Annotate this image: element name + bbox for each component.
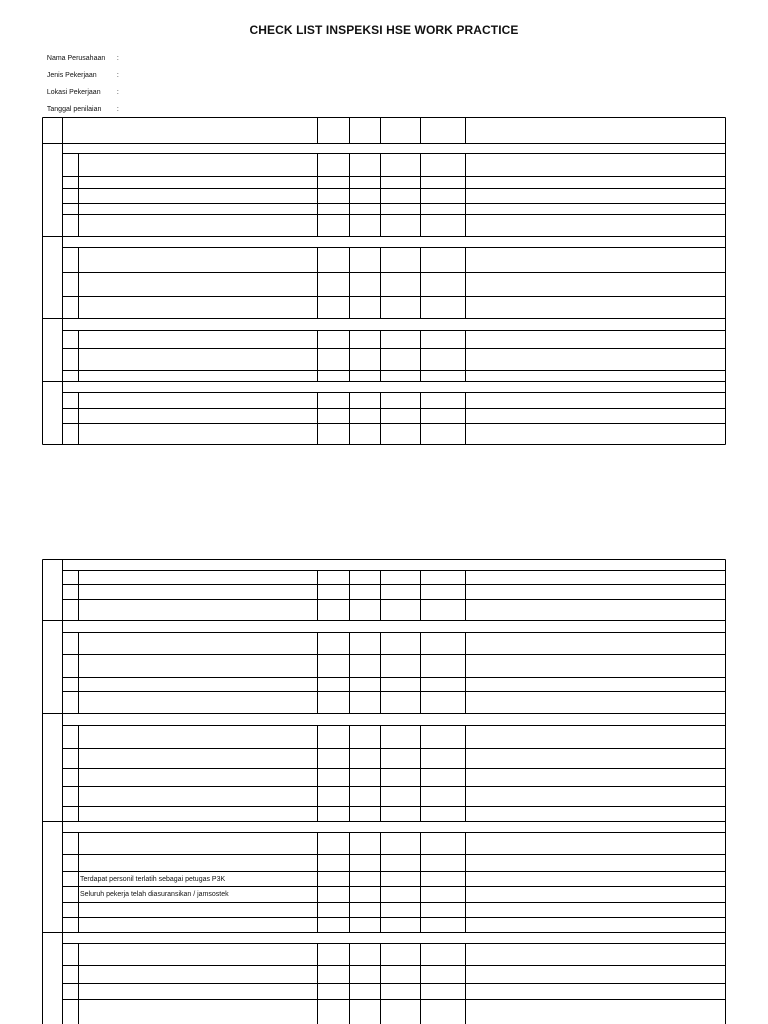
field-separator: : [116, 89, 119, 96]
field-separator: : [116, 72, 119, 79]
checklist-item-asuransi: Seluruh pekerja telah diasuransikan / jamsostek [80, 891, 229, 898]
document-title: CHECK LIST INSPEKSI HSE WORK PRACTICE [249, 23, 519, 37]
field-label: Lokasi Pekerjaan [46, 89, 101, 96]
checklist-item-p3k: Terdapat personil terlatih sebagai petugas P3K [80, 876, 226, 883]
field-separator: : [116, 106, 119, 113]
field-label: Nama Perusahaan [46, 55, 106, 62]
field-separator: : [116, 55, 119, 62]
field-label: Tanggal penilaian [46, 106, 102, 113]
field-label: Jenis Pekerjaan [46, 72, 97, 79]
